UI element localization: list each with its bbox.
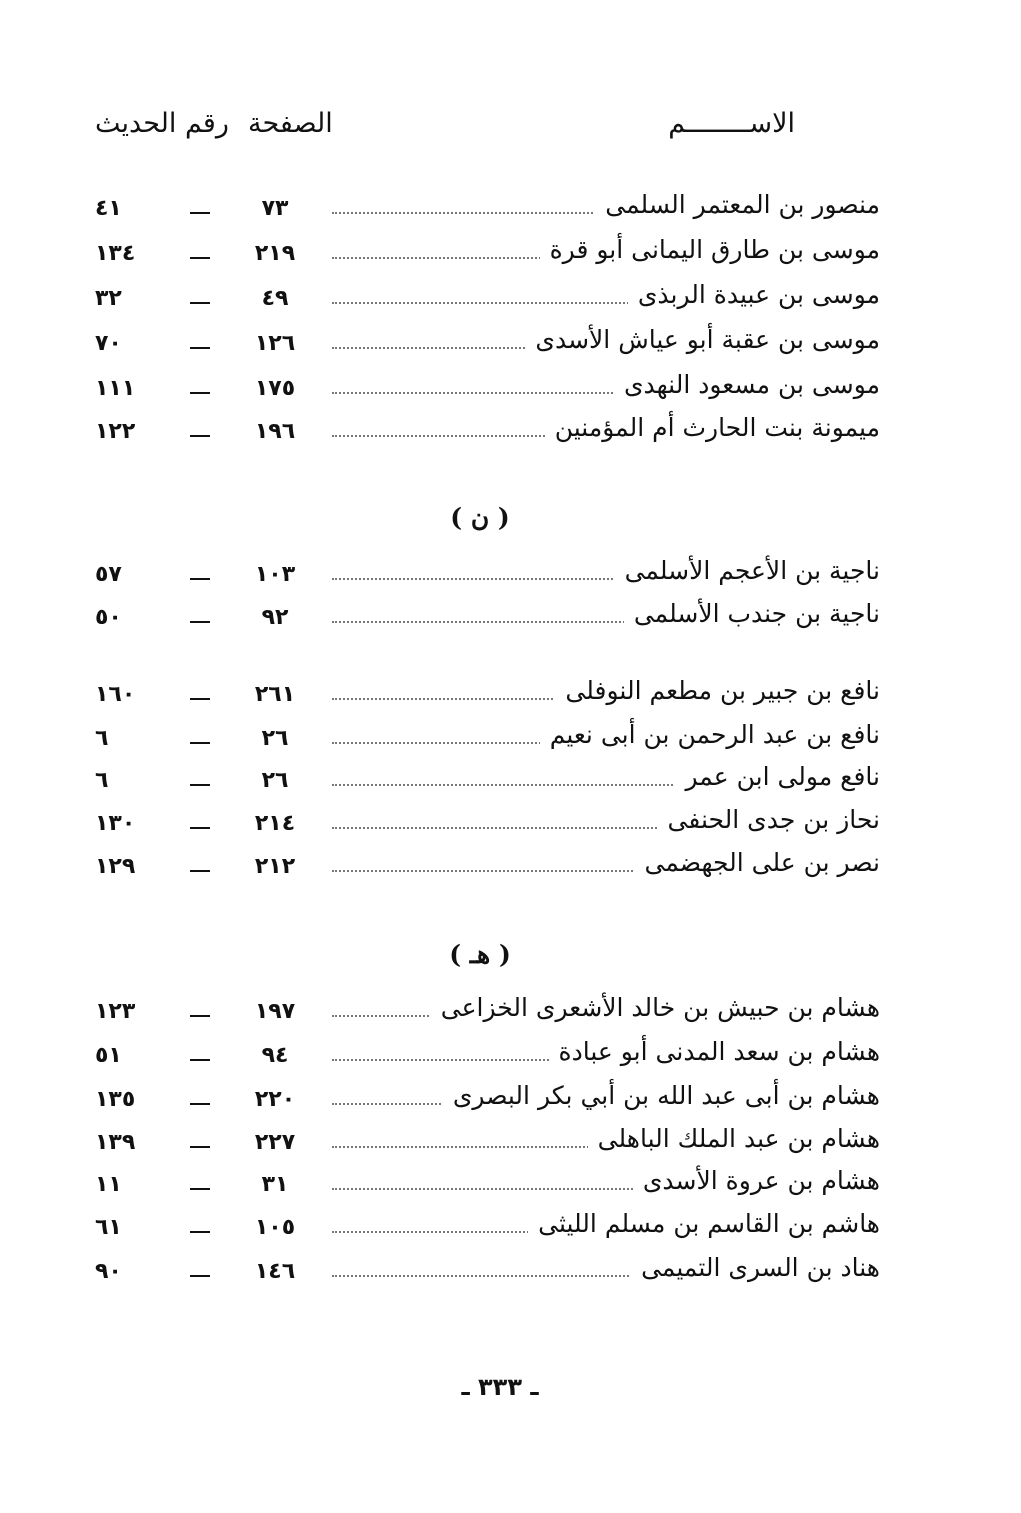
hadith-number: ٥١ (95, 1043, 122, 1068)
separator-dash (190, 870, 210, 872)
hadith-number: ٦١ (95, 1215, 122, 1240)
index-row (95, 556, 880, 596)
page-number: ١٠٥ (254, 1215, 296, 1240)
hadith-number: ٩٠ (95, 1259, 122, 1284)
index-row (95, 370, 880, 410)
separator-dash (190, 1231, 210, 1233)
narrator-name: هشام بن سعد المدنى أبو عبادة (549, 1037, 881, 1066)
separator-dash (190, 302, 210, 304)
narrator-name: نصر بن على الجهضمى (635, 848, 881, 877)
hadith-number: ١٢٩ (95, 854, 136, 879)
narrator-name: هشام بن أبى عبد الله بن أبي بكر البصرى (443, 1081, 880, 1110)
hadith-number: ١٣٠ (95, 811, 136, 836)
narrator-name: ناجية بن جندب الأسلمى (624, 599, 880, 628)
page-number: ٢٦١ (254, 682, 296, 707)
narrator-name: ميمونة بنت الحارث أم المؤمنين (545, 413, 880, 442)
page-number: ١٢٦ (254, 331, 296, 356)
separator-dash (190, 435, 210, 437)
page-number: ١٠٣ (254, 562, 296, 587)
hadith-number: ١٣٩ (95, 1130, 136, 1155)
hadith-number-header: رقم الحديث (95, 108, 229, 139)
page-number: ٧٣ (261, 196, 289, 221)
hadith-number: ٦ (95, 726, 109, 751)
narrator-name: هشام بن عروة الأسدى (633, 1166, 880, 1195)
narrator-name: موسى بن عقبة أبو عياش الأسدى (525, 325, 880, 354)
page-number: ٢٢٠ (254, 1087, 296, 1112)
page-number: ٢١٢ (254, 854, 296, 879)
page-number: ٣١ (261, 1172, 289, 1197)
name-header: الاســــــــم (668, 108, 795, 139)
page-number: ١٧٥ (254, 376, 296, 401)
index-row (95, 1253, 880, 1293)
separator-dash (190, 1146, 210, 1148)
index-row (95, 805, 880, 845)
separator-dash (190, 392, 210, 394)
page-number: ١٤٦ (254, 1259, 296, 1284)
page-number-footer: ـ ٣٣٣ ـ (461, 1373, 539, 1401)
narrator-name: نافع مولى ابن عمر (675, 762, 880, 791)
index-row (95, 190, 880, 230)
hadith-number: ٤١ (95, 196, 122, 221)
hadith-number: ٣٢ (95, 286, 122, 311)
hadith-number: ١٦٠ (95, 682, 136, 707)
index-row (95, 235, 880, 275)
index-row (95, 1037, 880, 1077)
narrator-name: هاشم بن القاسم بن مسلم الليثى (528, 1209, 880, 1238)
page-number: ٩٢ (261, 605, 289, 630)
separator-dash (190, 742, 210, 744)
index-row (95, 280, 880, 320)
narrator-name: هناد بن السرى التميمى (631, 1253, 880, 1282)
index-row (95, 993, 880, 1033)
hadith-number: ٥٧ (95, 562, 122, 587)
separator-dash (190, 1275, 210, 1277)
index-row (95, 1209, 880, 1249)
separator-dash (190, 827, 210, 829)
page-number-header: الصفحة (248, 108, 333, 139)
narrator-name: موسى بن عبيدة الربذى (628, 280, 880, 309)
hadith-number: ٦ (95, 768, 109, 793)
page-number: ٢١٩ (254, 241, 296, 266)
separator-dash (190, 257, 210, 259)
page-number: ١٩٧ (254, 999, 296, 1024)
page-number: ٢٢٧ (254, 1130, 296, 1155)
separator-dash (190, 621, 210, 623)
index-row (95, 1124, 880, 1164)
narrator-name: موسى بن مسعود النهدى (614, 370, 880, 399)
narrator-name: موسى بن طارق اليمانى أبو قرة (540, 235, 880, 264)
section-letter-heading: ( هـ ) (449, 940, 511, 969)
hadith-number: ١١١ (95, 376, 136, 401)
hadith-number: ١٢٢ (95, 419, 136, 444)
page-number: ٤٩ (261, 286, 289, 311)
section-letter-heading: ( ن ) (450, 503, 510, 532)
page-number: ١٩٦ (254, 419, 296, 444)
narrator-name: هشام بن عبد الملك الباهلى (588, 1124, 880, 1153)
hadith-number: ١٣٤ (95, 241, 136, 266)
index-row (95, 325, 880, 365)
page-number: ٢١٤ (254, 811, 296, 836)
separator-dash (190, 784, 210, 786)
narrator-name: ناجية بن الأعجم الأسلمى (615, 556, 880, 585)
index-row (95, 848, 880, 888)
hadith-number: ٧٠ (95, 331, 122, 356)
narrator-name: نافع بن جبير بن مطعم النوفلى (555, 676, 880, 705)
index-row (95, 413, 880, 453)
hadith-number: ١١ (95, 1172, 122, 1197)
hadith-number: ٥٠ (95, 605, 122, 630)
separator-dash (190, 578, 210, 580)
page-number: ٢٦ (261, 768, 289, 793)
index-row (95, 1166, 880, 1206)
separator-dash (190, 347, 210, 349)
separator-dash (190, 1015, 210, 1017)
narrator-name: هشام بن حبيش بن خالد الأشعرى الخزاعى (431, 993, 880, 1022)
page-number: ٩٤ (261, 1043, 289, 1068)
hadith-number: ١٣٥ (95, 1087, 136, 1112)
index-row (95, 720, 880, 760)
column-header-row (95, 108, 795, 152)
narrator-name: نحاز بن جدى الحنفى (658, 805, 881, 834)
separator-dash (190, 212, 210, 214)
index-row (95, 1081, 880, 1121)
narrator-name: منصور بن المعتمر السلمى (595, 190, 880, 219)
index-row (95, 676, 880, 716)
page-number: ٢٦ (261, 726, 289, 751)
separator-dash (190, 1103, 210, 1105)
separator-dash (190, 698, 210, 700)
hadith-number: ١٢٣ (95, 999, 136, 1024)
index-row (95, 762, 880, 802)
index-row (95, 599, 880, 639)
separator-dash (190, 1188, 210, 1190)
separator-dash (190, 1059, 210, 1061)
narrator-name: نافع بن عبد الرحمن بن أبى نعيم (540, 720, 880, 749)
